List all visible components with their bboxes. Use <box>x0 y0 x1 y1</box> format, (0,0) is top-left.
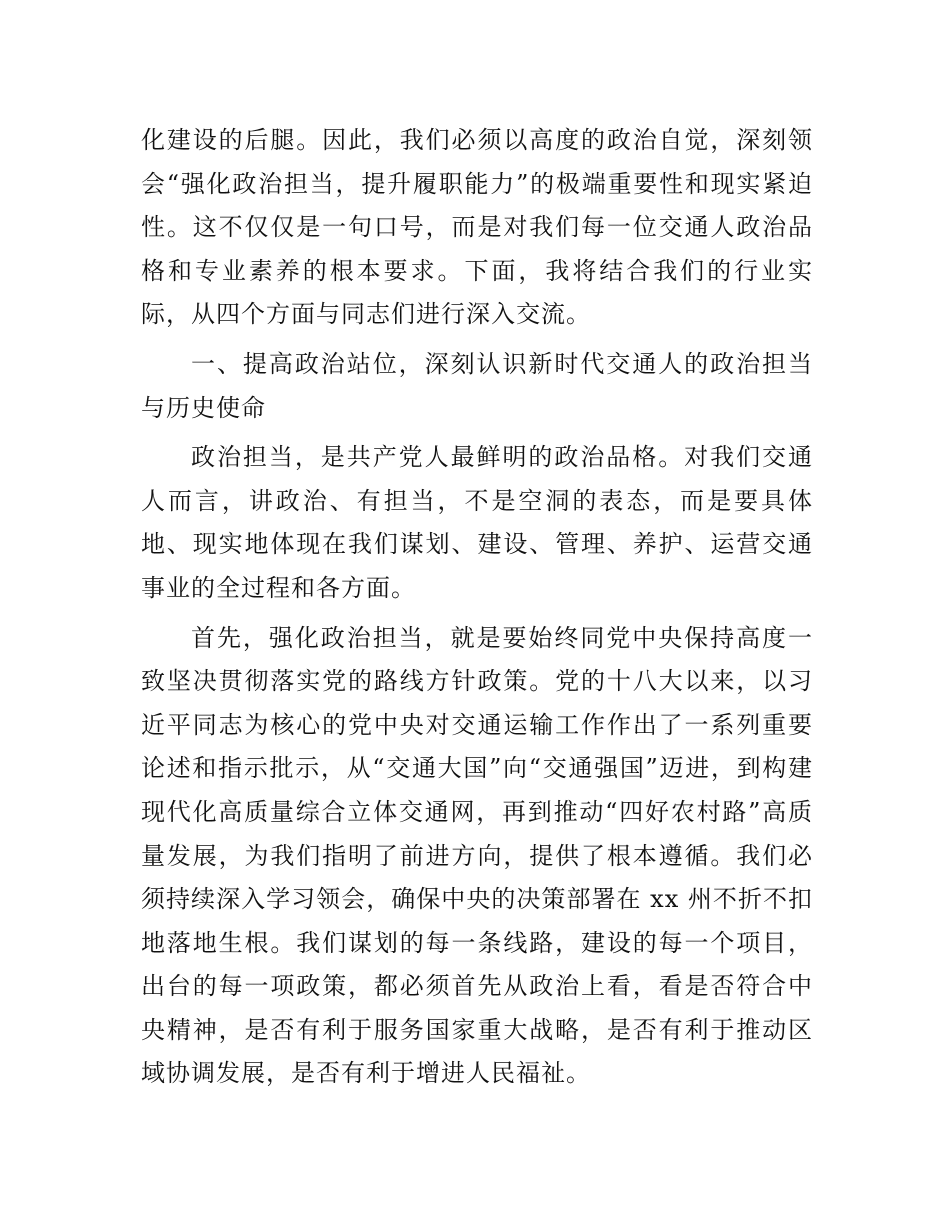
paragraph: 政治担当，是共产党人最鲜明的政治品格。对我们交通人而言，讲政治、有担当，不是空洞的表态，而是要具体地、现实地体现在我们谋划、建设、管理、养护、运营交通事业的全过程和各方面。 <box>141 443 813 602</box>
paragraph-continuation: 化建设的后腿。因此，我们必须以高度的政治自觉，深刻领会“强化政治担当，提升履职能力”的极端重要性和现实紧迫性。这不仅仅是一句口号，而是对我们每一位交通人政治品格和专业素养的根本要求。下面，我将结合我们的行业实际，从四个方面与同志们进行深入交流。 <box>141 126 813 329</box>
paragraph: 首先，强化政治担当，就是要始终同党中央保持高度一致坚决贯彻落实党的路线方针政策。党的十八大以来，以习近平同志为核心的党中央对交通运输工作作出了一系列重要论述和指示批示，从“交通大国”向“交通强国”迈进，到构建现代化高质量综合立体交通网，再到推动“四好农村路”高质量发展，为我们指明了前进方向，提供了根本遵循。我们必须持续深入学习领会，确保中央的决策部署在 xx 州不折不扣地落地生根。我们谋划的每一条线路，建设的每一个项目，出台的每一项政策，都必须首先从政治上看，看是否符合中央精神，是否有利于服务国家重大战略，是否有利于推动区域协调发展，是否有利于增进人民福祉。 <box>141 623 813 1088</box>
section-heading: 一、提高政治站位，深刻认识新时代交通人的政治担当与历史使命 <box>141 349 813 422</box>
document-body <box>141 119 813 1096</box>
